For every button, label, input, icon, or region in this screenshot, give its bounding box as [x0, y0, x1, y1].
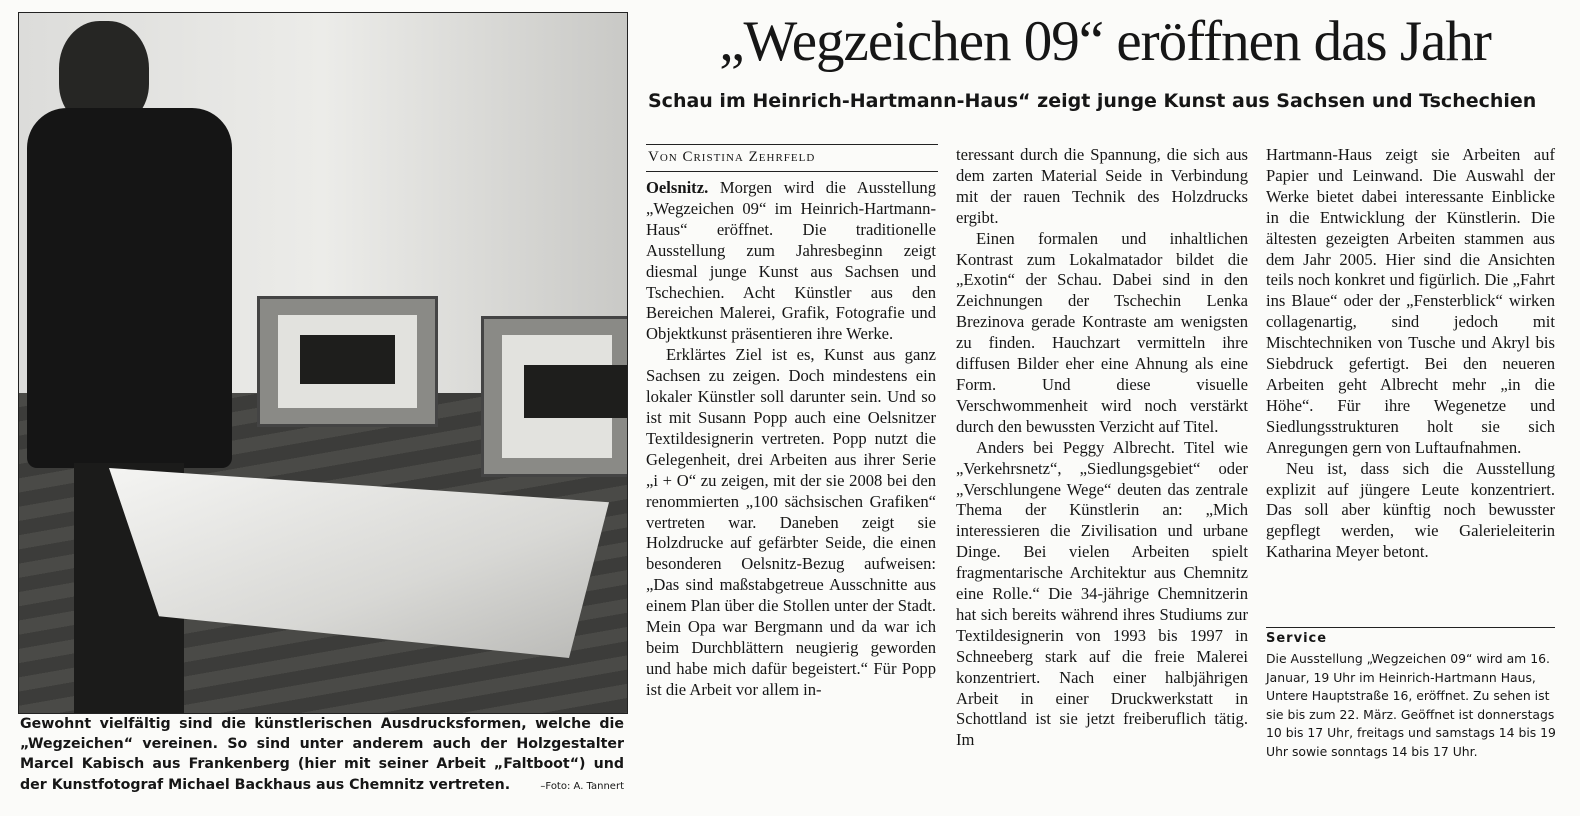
headline: „Wegzeichen 09“ eröffnen das Jahr: [719, 10, 1491, 73]
article-column-3: [1266, 145, 1555, 563]
caption-text: Gewohnt vielfältig sind die künstlerischen Ausdrucksformen, welche die „Wegzeichen“ vereinen. So sind unter anderem auch der Holzgestalter Marcel Kabisch aus Frankenberg (hier mit seiner Arbeit „Faltboot“) und der Kunstfotograf Michael Backhaus aus Chemnitz vertreten.: [20, 716, 624, 793]
service-title: Service: [1266, 627, 1555, 646]
photo-frame-left: [257, 296, 438, 427]
paragraph: Neu ist, dass sich die Ausstellung explizit auf jüngere Leute konzentriert. Das soll aber künftig noch bewusster gepflegt werden, wie Galerieleiterin Katharina Meyer betont.: [1266, 458, 1555, 562]
article-column-1: [646, 178, 936, 701]
article-photo: [18, 12, 628, 714]
paragraph: [646, 178, 936, 345]
paragraph: teressant durch die Spannung, die sich aus dem zarten Material Seide in Verbindung mit der rauen Technik des Holzdrucks ergibt.: [956, 145, 1248, 227]
photo-person-body: [27, 108, 232, 468]
paragraph: Erklärtes Ziel ist es, Kunst aus ganz Sachsen zu zeigen. Doch mindestens ein lokaler Künstler soll darunter sein. Und so ist mit Susann Popp auch eine Oelsnitzer Textildesignerin vertreten. Popp nutzt die Gelegenheit, drei Arbeiten aus ihrer Serie „i + O“ zu zeigen, mit der sie 2008 bei den renommierten „100 sächsischen Grafiken“ vertreten war. Daneben zeigt sie Holzdrucke auf gefärbter Seide, die einen besonderen Oelsnitz-Bezug aufweisen: „Das sind maßstabgetreue Ausschnitte aus einem Plan über die Stollen unter der Stadt. Mein Opa war Bergmann und da war ich beim Durchblättern neugierig geworden und habe mich dafür begeistert.“ Für Popp ist die Arbeit vor allem in-: [646, 345, 936, 699]
paragraph: Einen formalen und inhaltlichen Kontrast zum Lokalmatador bildet die „Exotin“ der Schau. Dabei sind in den Zeichnungen der Tschechin Lenka Brezinova gerade Kontraste am wenigsten zu finden. Hauchzart vermitteln ihre diffusen Bilder eher eine Ahnung als eine Form. Und diese visuelle Verschwommenheit wird noch verstärkt durch den bewussten Verzicht auf Titel.: [956, 228, 1248, 436]
subheadline: Schau im Heinrich-Hartmann-Haus“ zeigt junge Kunst aus Sachsen und Tschechien: [648, 90, 1537, 112]
paragraph: Hartmann-Haus zeigt sie Arbeiten auf Papier und Leinwand. Die Auswahl der Werke bietet dabei interessante Einblicke in die Entwicklung der Künstlerin. Die ältesten gezeigten Arbeiten stammen aus dem Jahr 2005. Hier sind die Ansichten teils noch konkret und figürlich. Die „Fahrt ins Blaue“ oder der „Fensterblick“ wirken collagenartig, sind jedoch mit Mischtechniken von Tusche und Akryl bis Siebdruck gefertigt. Bei den neueren Arbeiten geht Albrecht mehr „in die Höhe“. Für ihre Wegenetze und Siedlungsstrukturen holt sie sich Anregungen gern von Luftaufnahmen.: [1266, 145, 1555, 457]
article-column-2: [956, 145, 1248, 751]
byline: Von Cristina Zehrfeld: [646, 144, 938, 172]
photo-credit: –Foto: A. Tannert: [540, 780, 624, 792]
paragraph: Anders bei Peggy Albrecht. Titel wie „Verkehrsnetz“, „Siedlungsgebiet“ oder „Verschlungene Wege“ deuten das zentrale Thema der Künstlerin an: „Mich interessieren die Zivilisation und urbane Dinge. Bei vielen Arbeiten spielt fragmentarische Architektur aus Chemnitz eine Rolle.“ Die 34-jährige Chemnitzerin hat sich bereits während ihres Studiums zur Textildesignerin von 1993 bis 1997 in Schneeberg stark auf die freie Malerei konzentriert. Nach einer halbjährigen Arbeit in einer Druckwerkstatt in Schottland ist sie jetzt freiberuflich tätig. Im: [956, 437, 1248, 750]
service-text: Die Ausstellung „Wegzeichen 09“ wird am 16. Januar, 19 Uhr im Heinrich-Hartmann Haus, Untere Hauptstraße 16, eröffnet. Zu sehen ist sie bis zum 22. März. Geöffnet ist donnerstags 10 bis 17 Uhr, freitags und samstags 14 bis 19 Uhr sowie sonntags 14 bis 17 Uhr.: [1266, 651, 1556, 759]
paragraph-text: Morgen wird die Ausstellung „Wegzeichen 09“ im Heinrich-Hartmann-Haus“ eröffnet. Die traditionelle Ausstellung zum Jahresbeginn zeigt diesmal junge Kunst aus Sachsen und Tschechien. Acht Künstler aus den Bereichen Malerei, Grafik, Fotografie und Objektkunst präsentieren ihre Werke.: [646, 178, 936, 344]
dateline: Oelsnitz.: [646, 178, 709, 197]
photo-frame-right: [481, 316, 628, 477]
photo-caption: [20, 714, 624, 797]
